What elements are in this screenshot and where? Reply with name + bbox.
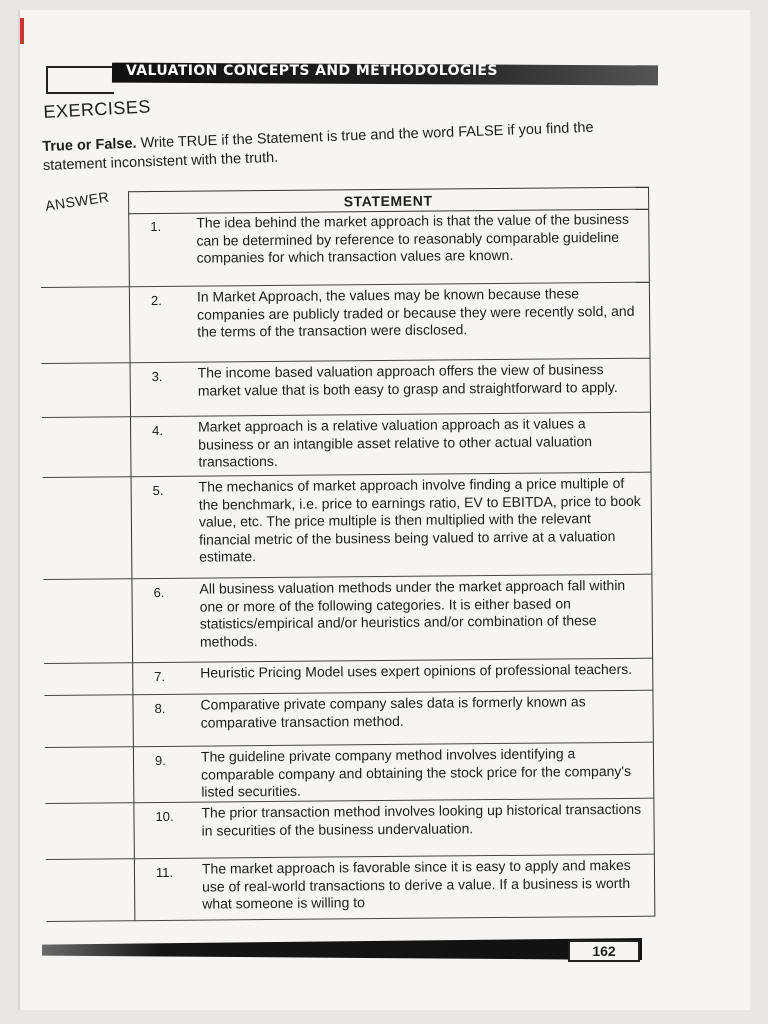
item-number: 3. xyxy=(151,368,163,385)
table-row xyxy=(43,473,652,580)
item-number: 9. xyxy=(154,752,166,769)
item-number: 5. xyxy=(152,482,164,499)
statement-text: The mechanics of market approach involve finding a price multiple of the benchmark, i.e. price to earnings ratio, EV to EBITDA, price to book value, etc. The price multiple is then multiplied with the relevant financial metric of the business being valued to arrive at a valuation estimate. xyxy=(198,474,641,565)
table-row xyxy=(44,691,652,748)
page-corner-mark xyxy=(20,18,24,44)
row-divider xyxy=(134,916,654,922)
statement-text: Comparative private company sales data is formerly known as comparative transaction method. xyxy=(200,693,586,731)
answer-column-header: ANSWER xyxy=(44,188,111,214)
statement-text: The income based valuation approach offers the view of business market value that is both easy to grasp and straightforward to apply. xyxy=(197,361,618,399)
statement-column-header: STATEMENT xyxy=(343,192,433,210)
statement-text: In Market Approach, the values may be known because these companies are publicly traded or because they were recently sold, and the terms of the transaction were disclosed. xyxy=(196,285,635,340)
chapter-title: VALUATION CONCEPTS AND METHODOLOGIES xyxy=(126,63,498,79)
table-row xyxy=(45,799,653,860)
statement-text: The prior transaction method involves looking up historical transactions in securities of the business undervaluation. xyxy=(201,800,642,839)
exercise-table xyxy=(40,183,658,926)
page-number: 162 xyxy=(568,940,640,962)
item-number: 1. xyxy=(150,218,162,235)
item-number: 11. xyxy=(155,864,174,881)
item-number: 6. xyxy=(153,584,165,601)
item-number: 10. xyxy=(155,808,174,825)
footer-band xyxy=(42,938,642,960)
table-row xyxy=(43,575,652,664)
statement-text: The idea behind the market approach is that the value of the business can be determined by reference to reasonably comparable guideline companies for which transaction values are known. xyxy=(196,210,630,266)
section-heading: EXERCISES xyxy=(42,96,152,123)
statement-text: All business valuation methods under the market approach fall within one or more of the following categories. It is either based on statistics/empirical and/or heuristics and/or combination of these methods. xyxy=(199,576,626,650)
item-number: 8. xyxy=(154,700,166,717)
table-row xyxy=(42,413,651,478)
statement-text: The market approach is favorable since it is easy to apply and makes use of real-world transactions to derive a value. If a business is worth what someone is willing to xyxy=(201,856,631,912)
instructions-body: Write TRUE if the Statement is true and the word FALSE if you find the statement inconsistent with the truth. xyxy=(42,119,594,174)
book-page xyxy=(18,10,750,1010)
answer-blank-line[interactable] xyxy=(46,920,134,922)
item-number: 4. xyxy=(152,422,164,439)
table-row xyxy=(40,209,649,288)
table-row xyxy=(45,743,653,804)
chapter-header xyxy=(46,60,658,96)
table-row xyxy=(41,283,650,364)
statement-text: Heuristic Pricing Model uses expert opinions of professional teachers. xyxy=(200,660,633,681)
instructions xyxy=(42,117,643,176)
table-row xyxy=(44,659,652,696)
statement-text: Market approach is a relative valuation approach as it values a business or an intangible asset relative to other actual valuation transactions. xyxy=(198,415,593,470)
header-bracket xyxy=(46,66,114,94)
statement-text: The guideline private company method involves identifying a comparable company and obtaining the stock price for the company's listed securities. xyxy=(200,745,632,800)
item-number: 2. xyxy=(150,292,162,309)
item-number: 7. xyxy=(154,668,166,685)
instructions-lead: True or False. xyxy=(42,135,137,155)
table-row xyxy=(46,855,655,922)
table-row xyxy=(42,359,650,418)
